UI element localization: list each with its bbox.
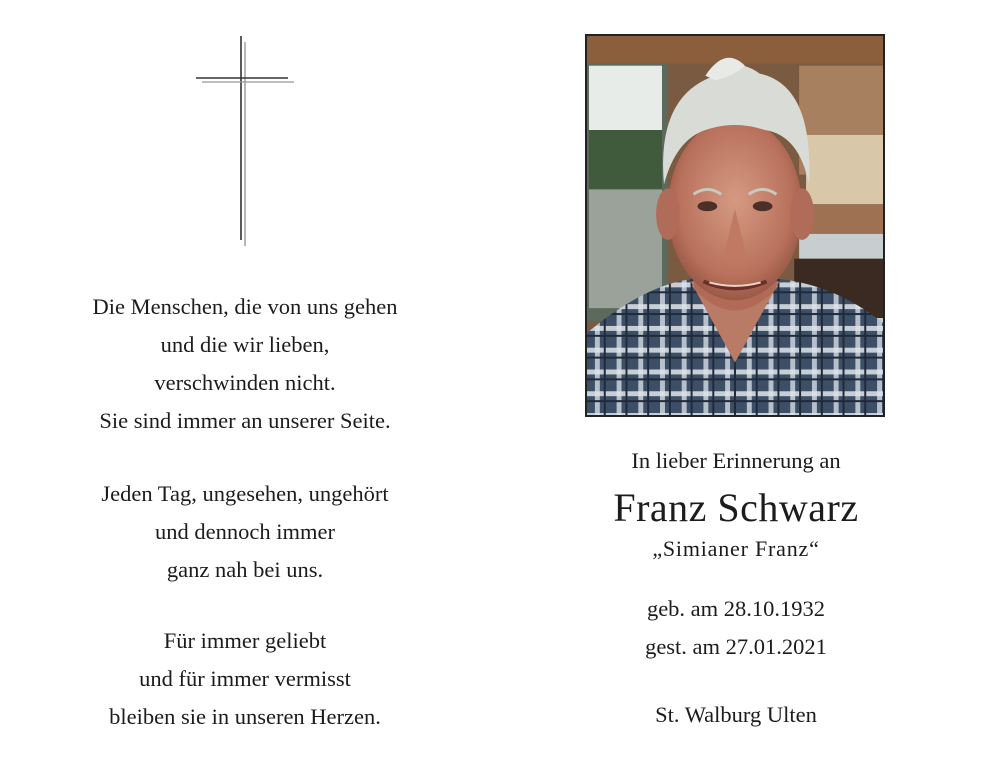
place-name: St. Walburg Ulten [655, 702, 817, 727]
poem-line: bleiben sie in unseren Herzen. [109, 704, 381, 729]
death-date: gest. am 27.01.2021 [645, 634, 827, 659]
poem-line: Für immer geliebt [163, 628, 327, 653]
poem-line: Sie sind immer an unserer Seite. [99, 408, 391, 433]
poem-stanza-1 [30, 288, 460, 440]
intro-text: In lieber Erinnerung an [631, 448, 841, 473]
poem-stanza-3 [30, 622, 460, 736]
poem-line: und dennoch immer [155, 519, 335, 544]
poem-line: Jeden Tag, ungesehen, ungehört [101, 481, 389, 506]
portrait-photo [585, 34, 885, 417]
poem-line: verschwinden nicht. [154, 370, 336, 395]
portrait-image [587, 36, 883, 415]
cross-icon [190, 34, 300, 250]
nickname: „Simianer Franz“ [652, 536, 820, 561]
poem-line: und die wir lieben, [160, 332, 330, 357]
poem-line: ganz nah bei uns. [166, 557, 324, 582]
poem-stanza-2 [30, 475, 460, 589]
poem-line: Die Menschen, die von uns gehen [92, 294, 398, 319]
deceased-name: Franz Schwarz [613, 485, 859, 530]
poem-line: und für immer vermisst [139, 666, 351, 691]
birth-date: geb. am 28.10.1932 [646, 596, 826, 621]
life-dates [530, 590, 942, 666]
